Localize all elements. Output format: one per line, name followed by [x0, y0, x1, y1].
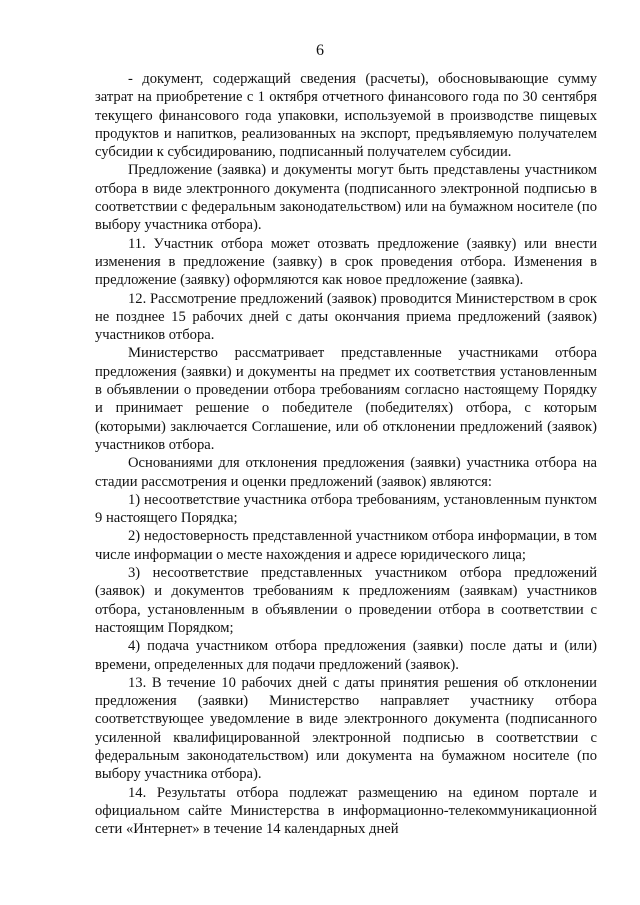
paragraph-ground-1: 1) несоответствие участника отбора требованиям, установленным пунктом 9 настоящего Порядка;: [95, 491, 597, 527]
paragraph-clause-14: 14. Результаты отбора подлежат размещению на едином портале и официальном сайте Министерства в информационно-телекоммуникационной сети «Интернет» в течение 14 календарных дней: [95, 784, 597, 838]
paragraph-clause-13: 13. В течение 10 рабочих дней с даты принятия решения об отклонении предложения (заявки) Министерство направляет участнику отбора соответствующее уведомление в виде электронного документа (подписанного усиленной квалифицированной электронной подписью в соответствии с федеральным законодательством) или документа на бумажном носителе (по выбору участника отбора).: [95, 674, 597, 783]
paragraph-document-list-item: - документ, содержащий сведения (расчеты), обосновывающие сумму затрат на приобретение с 1 октября отчетного финансового года по 30 сентября текущего финансового года упаковки, используемой в производстве пищевых продуктов и напитков, реализованных на экспорт, предъявляемую получателем субсидии к субсидированию, подписанный получателем субсидии.: [95, 71, 597, 161]
paragraph-ground-2: 2) недостоверность представленной участником отбора информации, в том числе информации о месте нахождения и адресе юридического лица;: [95, 528, 597, 563]
paragraph-ground-4: 4) подача участником отбора предложения (заявки) после даты и (или) времени, определенных для подачи предложений (заявок).: [95, 638, 597, 673]
paragraph-ground-3: 3) несоответствие представленных участником отбора предложений (заявок) и документов требованиям к предложениям (заявкам) участников отбора, установленным в объявлении о проведении отбора в соответствии с настоящим Порядком;: [95, 565, 597, 636]
paragraph-rejection-grounds: Основаниями для отклонения предложения (заявки) участника отбора на стадии рассмотрения и оценки предложений (заявок) являются:: [95, 455, 597, 490]
document-body: [95, 70, 597, 838]
page-number: 6: [316, 42, 324, 59]
paragraph-clause-11: 11. Участник отбора может отозвать предложение (заявку) или внести изменения в предложение (заявку) в срок проведения отбора. Изменения в предложение (заявку) оформляются как новое предложение (заявка).: [95, 235, 597, 289]
paragraph-submission-form: Предложение (заявка) и документы могут быть представлены участником отбора в виде электронного документа (подписанного электронной подписью в соответствии с федеральным законодательством) или на бумажном носителе (по выбору участника отбора).: [95, 162, 597, 234]
paragraph-ministry-review: Министерство рассматривает представленные участниками отбора предложения (заявки) и документы на предмет их соответствия установленным в объявлении о проведении отбора требованиям согласно настоящему Порядку и принимает решение о победителе (победителях) отбора, с которым (которыми) заключается Соглашение, или об отклонении предложений (заявок) участников отбора.: [95, 345, 597, 453]
paragraph-clause-12: 12. Рассмотрение предложений (заявок) проводится Министерством в срок не позднее 15 рабочих дней с даты окончания приема предложений (заявок) участников отбора.: [95, 290, 597, 344]
